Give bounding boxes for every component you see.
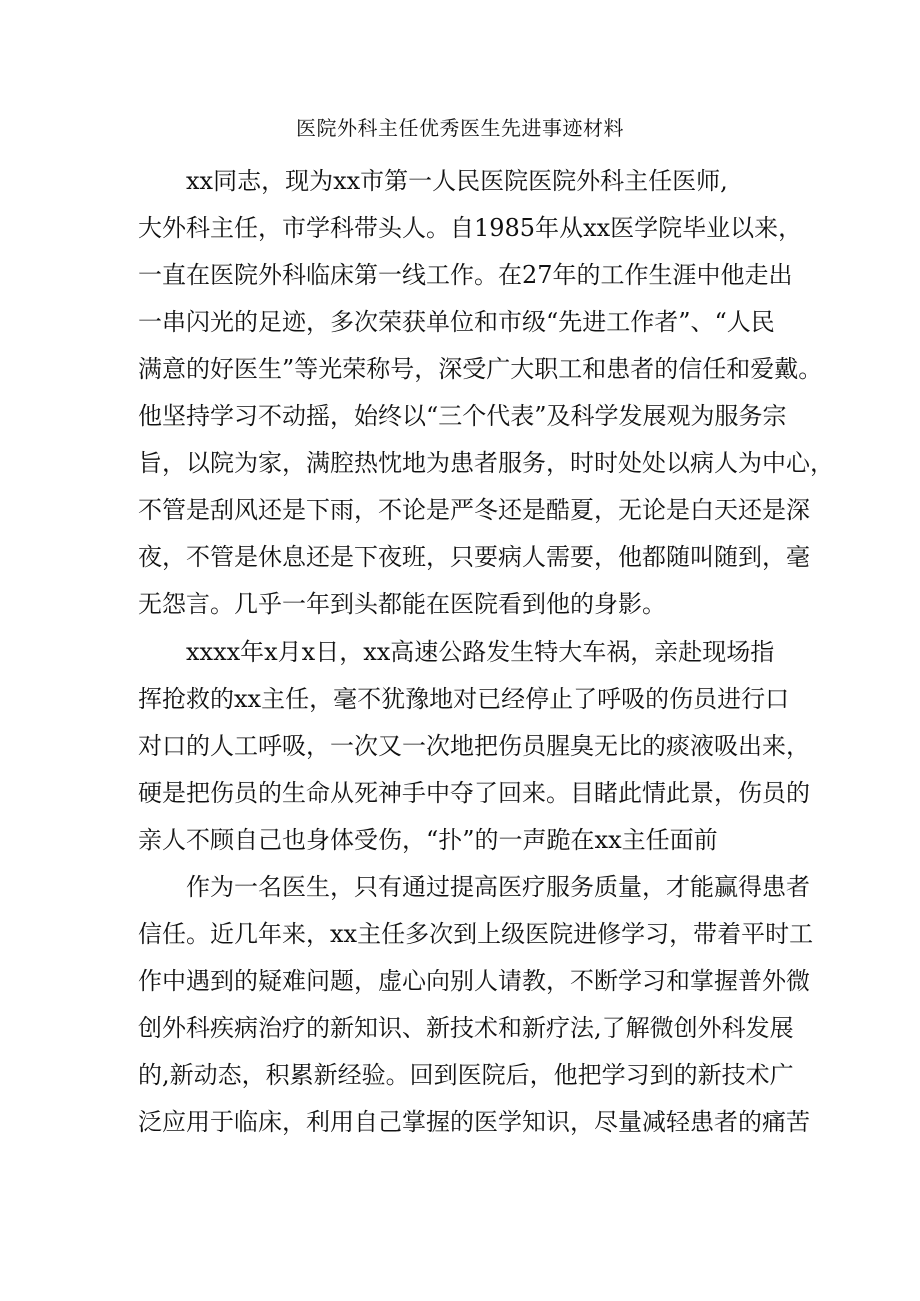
paragraph-line: 挥抢救的xx主任，毫不犹豫地对已经停止了呼吸的伤员进行口 (138, 685, 790, 713)
paragraph-line: 满意的好医生”等光荣称号，深受广大职工和患者的信任和爱戴。 (138, 355, 823, 383)
paragraph-line: 的,新动态，积累新经验。回到医院后，他把学习到的新技术广 (138, 1061, 794, 1089)
paragraph-line: 创外科疾病治疗的新知识、新技术和新疗法,了解微创外科发展 (138, 1014, 794, 1042)
paragraph-line: 对口的人工呼吸，一次又一次地把伤员腥臭无比的痰液吸出来， (138, 732, 810, 760)
document-title: 医院外科主任优秀医生先进事迹材料 (296, 116, 624, 140)
paragraph-line: 一直在医院外科临床第一线工作。在27年的工作生涯中他走出 (138, 261, 793, 289)
paragraph-line: xxxx年x月x日，xx高速公路发生特大车祸，亲赴现场指 (186, 638, 775, 666)
paragraph-line: 作中遇到的疑难问题，虚心向别人请教，不断学习和掌握普外微 (138, 967, 810, 995)
paragraph-line: 泛应用于临床，利用自己掌握的医学知识，尽量减轻患者的痛苦 (138, 1108, 810, 1136)
paragraph-line: 他坚持学习不动摇，始终以“三个代表”及科学发展观为服务宗 (138, 402, 787, 430)
paragraph-line: xx同志，现为xx市第一人民医院医院外科主任医师, (186, 167, 728, 195)
paragraph-line: 一串闪光的足迹，多次荣获单位和市级“先进工作者”、“人民 (138, 308, 775, 336)
paragraph-line: 旨，以院为家，满腔热忱地为患者服务，时时处处以病人为中心， (138, 449, 834, 477)
paragraph-line: 信任。近几年来，xx主任多次到上级医院进修学习，带着平时工 (138, 920, 814, 948)
paragraph-line: 硬是把伤员的生命从死神手中夺了回来。目睹此情此景，伤员的 (138, 779, 810, 807)
paragraph-line: 无怨言。几乎一年到头都能在医院看到他的身影。 (138, 590, 666, 618)
paragraph-line: 夜，不管是休息还是下夜班，只要病人需要，他都随叫随到，毫 (138, 543, 810, 571)
paragraph-line: 不管是刮风还是下雨，不论是严冬还是酷夏，无论是白天还是深 (138, 496, 810, 524)
paragraph-line: 作为一名医生，只有通过提高医疗服务质量，才能赢得患者 (186, 873, 810, 901)
paragraph-line: 亲人不顾自己也身体受伤，“扑”的一声跪在xx主任面前 (138, 826, 718, 854)
paragraph-line: 大外科主任，市学科带头人。自1985年从xx医学院毕业以来， (138, 214, 803, 242)
